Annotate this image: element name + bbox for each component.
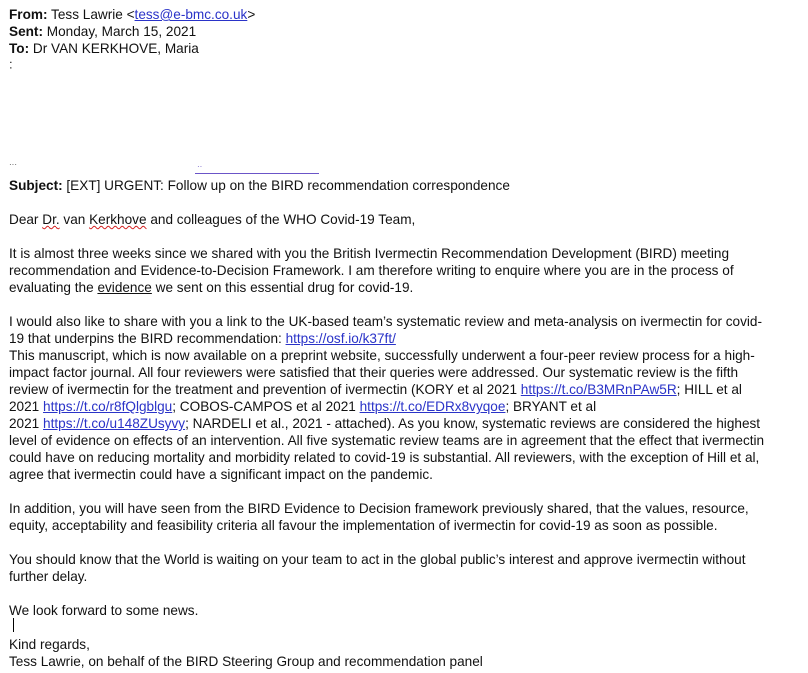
- p5: We look forward to some news.: [9, 603, 199, 618]
- p2-line-5-pre: review of ivermectin for the treatment and prevention of ivermectin (KORY et al 2021: [9, 382, 521, 397]
- kory-link[interactable]: https://t.co/B3MRnPAw5R: [520, 382, 677, 397]
- greeting-van: van: [63, 212, 86, 227]
- p2-line-5-post: ; HILL et al: [676, 382, 742, 397]
- greeting-post: and colleagues of the WHO Covid-19 Team,: [146, 212, 416, 227]
- p1-line-1: It is almost three weeks since we shared with you the British Ivermectin Recommendation Development (BIRD) meeting: [9, 246, 730, 261]
- sent-label: Sent:: [9, 24, 43, 39]
- p2-line-6: [9, 398, 799, 415]
- p1-line-3-post: we sent on this essential drug for covid-19.: [151, 280, 414, 295]
- p2-line-3: This manuscript, which is now available on a preprint website, successfully underwent a four-peer review process for a high-: [9, 348, 755, 363]
- p3-line-2: equity, acceptability and feasibility criteria all favour the implementation of ivermectin for covid-19 as soon as possible.: [9, 518, 718, 533]
- p2-line-4: impact factor journal. All four reviewers were satisfied that their queries were addressed. Our systematic review is the fifth: [9, 365, 739, 380]
- p2-line-5: [9, 381, 799, 398]
- redacted-cc-link-fragment: ··: [197, 162, 203, 171]
- p2-line-6-mid: ; COBOS-CAMPOS et al 2021: [172, 399, 360, 414]
- p2-line-6-pre: 2021: [9, 399, 44, 414]
- p4-line-2: further delay.: [9, 569, 88, 584]
- cobos-link[interactable]: https://t.co/EDRx8vyqoe: [359, 399, 506, 414]
- p1-line-3-pre: evaluating the: [9, 280, 98, 295]
- greeting: [9, 211, 799, 228]
- text-cursor: [13, 618, 14, 632]
- p1-line-3: [9, 279, 799, 296]
- redacted-cc-underline: [195, 173, 319, 174]
- from-close: >: [247, 7, 256, 22]
- bryant-link[interactable]: https://t.co/u148ZUsyvy: [43, 416, 186, 431]
- p3-line-1: In addition, you will have seen from the BIRD Evidence to Decision framework previously shared, that the values, resource,: [9, 501, 749, 516]
- osf-link[interactable]: https://osf.io/k37ft/: [285, 331, 396, 346]
- hill-link[interactable]: https://t.co/r8fQlgblgu: [43, 399, 173, 414]
- to-label: To:: [9, 41, 30, 56]
- p2-line-10: agree that ivermectin could have a significant impact on the pandemic.: [9, 467, 433, 482]
- signature: Tess Lawrie, on behalf of the BIRD Steering Group and recommendation panel: [9, 654, 483, 669]
- p2-line-9: could have on reducing mortality and morbidity related to covid-19 is substantial. All reviewers, with the exception of Hill et al,: [9, 450, 760, 465]
- p2-line-2: [9, 330, 799, 347]
- from-row: [9, 6, 255, 23]
- p2-line-6-post: ; BRYANT et al: [505, 399, 597, 414]
- subject-label: Subject:: [9, 178, 63, 193]
- p1-evidence-word: evidence: [97, 280, 152, 295]
- greeting-dr: Dr.: [42, 212, 60, 227]
- p4-line-1: You should know that the World is waiting on your team to act in the global public’s interest and approve ivermectin without: [9, 552, 746, 567]
- greeting-pre: Dear: [9, 212, 43, 227]
- from-email-link[interactable]: tess@e-bmc.co.uk: [134, 7, 248, 22]
- p2-line-2-pre: 19 that underpins the BIRD recommendation:: [9, 331, 286, 346]
- subject-row: [9, 177, 510, 194]
- subject-value: [EXT] URGENT: Follow up on the BIRD recommendation correspondence: [66, 178, 510, 193]
- p2-line-1: I would also like to share with you a link to the UK-based team’s systematic review and meta-analysis on ivermectin for covid-: [9, 314, 763, 329]
- sent-value: Monday, March 15, 2021: [46, 24, 197, 39]
- p2-line-7-post: ; NARDELI et al., 2021 - attached). As you know, systematic reviews are considered the highest: [185, 416, 761, 431]
- p2-line-8: level of evidence on effects of an intervention. All five systematic review teams are in agreement that the effect that ivermectin: [9, 433, 765, 448]
- to-row: [9, 40, 199, 57]
- from-label: From:: [9, 7, 48, 22]
- to-value: Dr VAN KERKHOVE, Maria: [32, 41, 199, 56]
- p2-line-7-pre: 2021: [9, 416, 44, 431]
- p2-line-7: [9, 415, 799, 432]
- signoff: Kind regards,: [9, 637, 90, 652]
- redacted-cc-fragment: ···: [9, 160, 17, 169]
- sent-row: [9, 23, 196, 40]
- from-name: Tess Lawrie <: [51, 7, 135, 22]
- redacted-fragment-a: ˸: [9, 59, 13, 74]
- p1-line-2: recommendation and Evidence-to-Decision Framework. I am therefore writing to enquire where you are in the process of: [9, 263, 734, 278]
- greeting-kerkhove: Kerkhove: [89, 212, 147, 227]
